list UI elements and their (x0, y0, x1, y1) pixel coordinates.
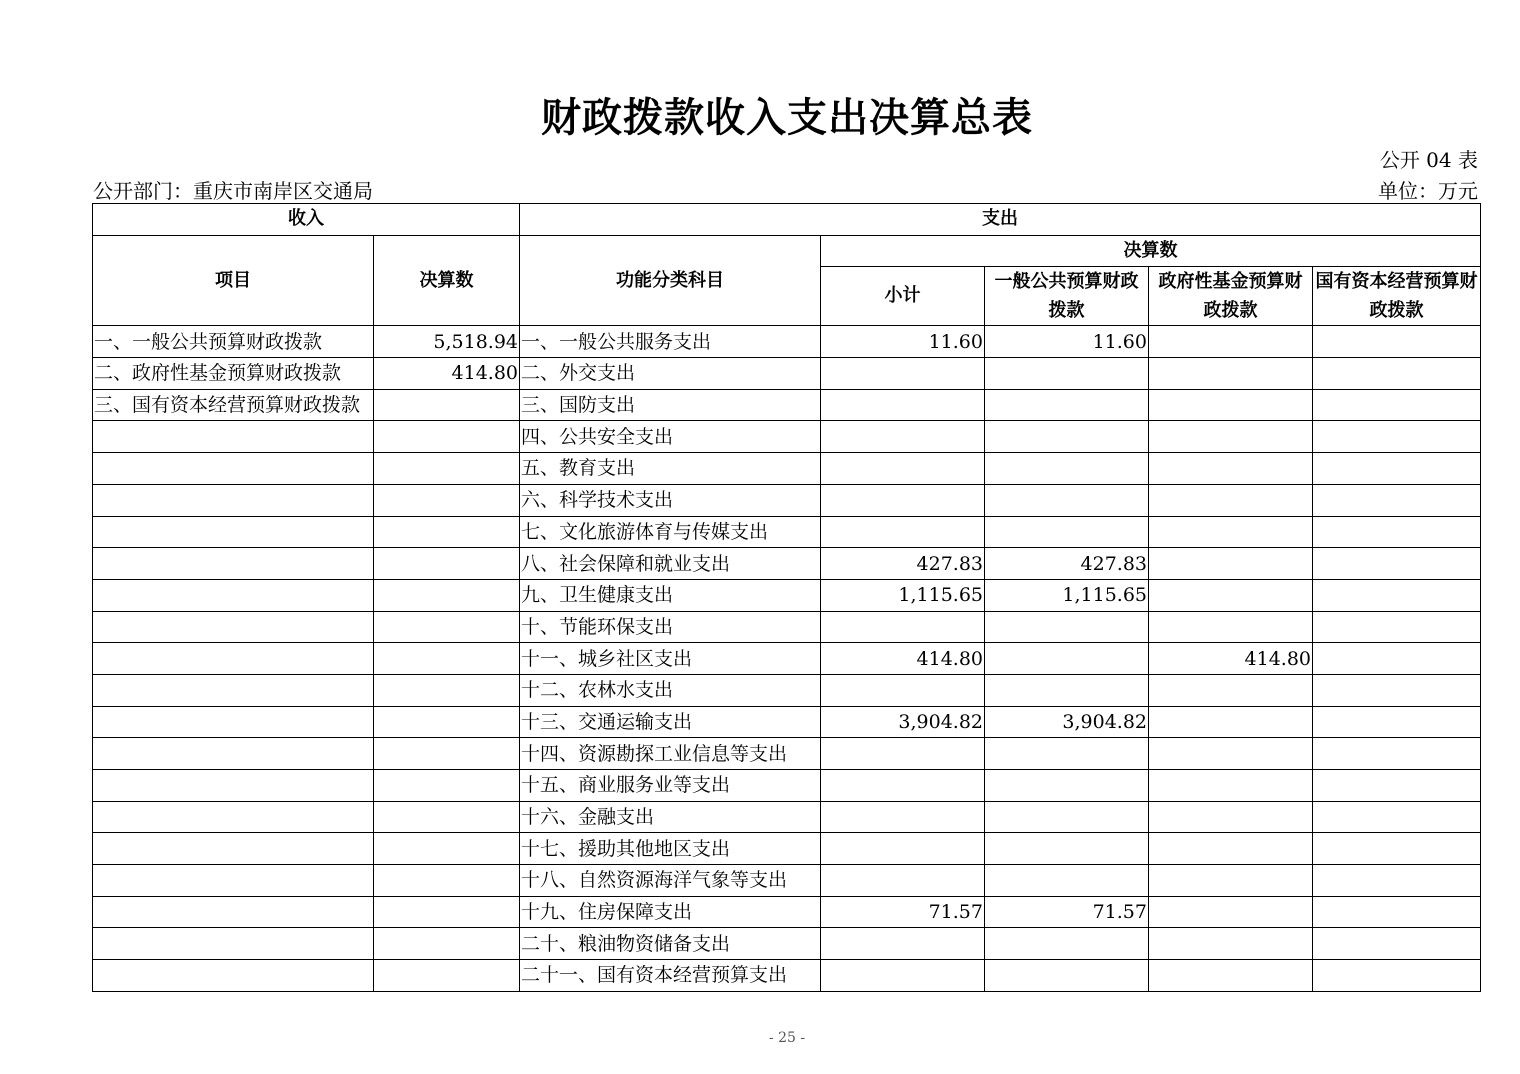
subtotal-cell: 3,904.82 (821, 706, 985, 738)
income-amount-cell (374, 516, 520, 548)
general-budget-header: 一般公共预算财政拨款 (985, 267, 1149, 326)
table-row (93, 738, 1481, 770)
subtotal-header: 小计 (821, 267, 985, 326)
subtotal-cell (821, 453, 985, 485)
income-amount-cell: 414.80 (374, 358, 520, 390)
table-row (93, 865, 1481, 897)
subtotal-cell (821, 516, 985, 548)
gov-fund-cell (1149, 611, 1313, 643)
state-capital-header: 国有资本经营预算财政拨款 (1313, 267, 1481, 326)
page-number: - 25 - (768, 1030, 806, 1046)
income-amount-cell (374, 484, 520, 516)
function-cell: 十、节能环保支出 (520, 611, 821, 643)
table-row (93, 928, 1481, 960)
table-row (93, 484, 1481, 516)
income-item-cell (93, 674, 374, 706)
income-amount-cell (374, 579, 520, 611)
function-cell: 四、公共安全支出 (520, 421, 821, 453)
subtotal-cell (821, 484, 985, 516)
gov-fund-cell (1149, 674, 1313, 706)
income-item-cell: 一、一般公共预算财政拨款 (93, 326, 374, 358)
general-cell (985, 358, 1149, 390)
income-header: 收入 (93, 204, 520, 236)
income-item-cell: 二、政府性基金预算财政拨款 (93, 358, 374, 390)
function-cell: 八、社会保障和就业支出 (520, 548, 821, 580)
gov-fund-cell (1149, 389, 1313, 421)
income-item-cell (93, 579, 374, 611)
subtotal-cell: 11.60 (821, 326, 985, 358)
gov-fund-cell (1149, 928, 1313, 960)
table-row (93, 770, 1481, 802)
income-item-cell (93, 928, 374, 960)
gov-fund-cell (1149, 326, 1313, 358)
general-cell (985, 421, 1149, 453)
income-amount-cell (374, 738, 520, 770)
table-row (93, 643, 1481, 675)
gov-fund-cell (1149, 706, 1313, 738)
general-cell (985, 674, 1149, 706)
function-cell: 十六、金融支出 (520, 801, 821, 833)
general-cell (985, 801, 1149, 833)
income-amount-cell (374, 801, 520, 833)
subtotal-cell (821, 960, 985, 992)
state-capital-cell (1313, 358, 1481, 390)
general-cell (985, 453, 1149, 485)
gov-fund-cell (1149, 801, 1313, 833)
general-cell (985, 643, 1149, 675)
income-item-cell (93, 896, 374, 928)
income-item-cell (93, 738, 374, 770)
income-amount-cell (374, 421, 520, 453)
table-row (93, 611, 1481, 643)
gov-fund-cell (1149, 896, 1313, 928)
general-cell (985, 928, 1149, 960)
function-cell: 五、教育支出 (520, 453, 821, 485)
function-cell: 十七、援助其他地区支出 (520, 833, 821, 865)
subtotal-cell (821, 770, 985, 802)
budget-table (92, 203, 1481, 992)
gov-fund-cell (1149, 548, 1313, 580)
income-amount-cell (374, 833, 520, 865)
table-row (93, 326, 1481, 358)
gov-fund-cell (1149, 579, 1313, 611)
gov-fund-cell (1149, 738, 1313, 770)
income-amount-cell (374, 389, 520, 421)
general-cell: 1,115.65 (985, 579, 1149, 611)
function-cell: 二十一、国有资本经营预算支出 (520, 960, 821, 992)
income-amount-cell (374, 611, 520, 643)
state-capital-cell (1313, 516, 1481, 548)
general-cell (985, 770, 1149, 802)
subtotal-cell: 71.57 (821, 896, 985, 928)
function-header: 功能分类科目 (520, 235, 821, 326)
income-item-cell (93, 453, 374, 485)
income-item-cell (93, 706, 374, 738)
function-cell: 十一、城乡社区支出 (520, 643, 821, 675)
subtotal-cell (821, 389, 985, 421)
income-item-cell (93, 801, 374, 833)
general-cell: 427.83 (985, 548, 1149, 580)
subtotal-cell: 1,115.65 (821, 579, 985, 611)
income-item-cell (93, 421, 374, 453)
state-capital-cell (1313, 960, 1481, 992)
state-capital-cell (1313, 421, 1481, 453)
state-capital-cell (1313, 674, 1481, 706)
subtotal-cell (821, 421, 985, 453)
income-amount-cell (374, 960, 520, 992)
income-amount-cell (374, 706, 520, 738)
income-amount-cell (374, 453, 520, 485)
state-capital-cell (1313, 706, 1481, 738)
gov-fund-cell (1149, 865, 1313, 897)
table-row (93, 358, 1481, 390)
gov-fund-header: 政府性基金预算财政拨款 (1149, 267, 1313, 326)
general-cell: 3,904.82 (985, 706, 1149, 738)
gov-fund-cell (1149, 960, 1313, 992)
function-cell: 十二、农林水支出 (520, 674, 821, 706)
table-row (93, 674, 1481, 706)
function-cell: 六、科学技术支出 (520, 484, 821, 516)
income-item-cell: 三、国有资本经营预算财政拨款 (93, 389, 374, 421)
general-cell (985, 960, 1149, 992)
income-amount-cell (374, 548, 520, 580)
state-capital-cell (1313, 548, 1481, 580)
income-amount-cell: 5,518.94 (374, 326, 520, 358)
general-cell (985, 865, 1149, 897)
table-row (93, 896, 1481, 928)
gov-fund-cell (1149, 516, 1313, 548)
table-row (93, 801, 1481, 833)
unit-label: 单位：万元 (1378, 179, 1478, 203)
general-cell (985, 833, 1149, 865)
gov-fund-cell (1149, 833, 1313, 865)
table-row (93, 389, 1481, 421)
state-capital-cell (1313, 801, 1481, 833)
subtotal-cell: 414.80 (821, 643, 985, 675)
subtotal-cell (821, 738, 985, 770)
expense-header: 支出 (520, 204, 1481, 236)
subtotal-cell (821, 928, 985, 960)
income-item-cell (93, 643, 374, 675)
income-amount-cell (374, 770, 520, 802)
function-cell: 一、一般公共服务支出 (520, 326, 821, 358)
state-capital-cell (1313, 770, 1481, 802)
subtotal-cell (821, 358, 985, 390)
general-cell (985, 484, 1149, 516)
table-row (93, 960, 1481, 992)
item-header: 项目 (93, 235, 374, 326)
function-cell: 十五、商业服务业等支出 (520, 770, 821, 802)
function-cell: 二、外交支出 (520, 358, 821, 390)
income-amount-cell (374, 865, 520, 897)
function-cell: 十八、自然资源海洋气象等支出 (520, 865, 821, 897)
state-capital-cell (1313, 579, 1481, 611)
gov-fund-cell (1149, 484, 1313, 516)
income-amount-cell (374, 896, 520, 928)
subtotal-cell: 427.83 (821, 548, 985, 580)
gov-fund-cell: 414.80 (1149, 643, 1313, 675)
state-capital-cell (1313, 928, 1481, 960)
function-cell: 九、卫生健康支出 (520, 579, 821, 611)
income-item-cell (93, 611, 374, 643)
table-row (93, 548, 1481, 580)
gov-fund-cell (1149, 770, 1313, 802)
table-row (93, 579, 1481, 611)
function-cell: 七、文化旅游体育与传媒支出 (520, 516, 821, 548)
function-cell: 二十、粮油物资储备支出 (520, 928, 821, 960)
state-capital-cell (1313, 865, 1481, 897)
general-cell: 71.57 (985, 896, 1149, 928)
department-label: 公开部门：重庆市南岸区交通局 (93, 179, 373, 203)
table-row (93, 516, 1481, 548)
subtotal-cell (821, 801, 985, 833)
state-capital-cell (1313, 326, 1481, 358)
general-cell (985, 611, 1149, 643)
table-row (93, 421, 1481, 453)
income-item-cell (93, 960, 374, 992)
state-capital-cell (1313, 738, 1481, 770)
table-row (93, 453, 1481, 485)
general-cell: 11.60 (985, 326, 1149, 358)
form-number: 公开 04 表 (1379, 148, 1478, 172)
income-item-cell (93, 548, 374, 580)
state-capital-cell (1313, 389, 1481, 421)
income-item-cell (93, 833, 374, 865)
income-item-cell (93, 865, 374, 897)
income-amount-cell (374, 643, 520, 675)
general-cell (985, 516, 1149, 548)
gov-fund-cell (1149, 421, 1313, 453)
subtotal-cell (821, 833, 985, 865)
state-capital-cell (1313, 896, 1481, 928)
income-amount-cell (374, 674, 520, 706)
income-item-cell (93, 516, 374, 548)
subtotal-cell (821, 611, 985, 643)
gov-fund-cell (1149, 358, 1313, 390)
income-amount-cell (374, 928, 520, 960)
general-cell (985, 738, 1149, 770)
state-capital-cell (1313, 484, 1481, 516)
page-title: 财政拨款收入支出决算总表 (541, 94, 1033, 141)
state-capital-cell (1313, 611, 1481, 643)
function-cell: 十三、交通运输支出 (520, 706, 821, 738)
amount-header: 决算数 (374, 235, 520, 326)
subtotal-cell (821, 674, 985, 706)
function-cell: 三、国防支出 (520, 389, 821, 421)
function-cell: 十九、住房保障支出 (520, 896, 821, 928)
state-capital-cell (1313, 453, 1481, 485)
table-row (93, 706, 1481, 738)
function-cell: 十四、资源勘探工业信息等支出 (520, 738, 821, 770)
final-amount-header: 决算数 (821, 235, 1481, 267)
gov-fund-cell (1149, 453, 1313, 485)
subtotal-cell (821, 865, 985, 897)
general-cell (985, 389, 1149, 421)
state-capital-cell (1313, 643, 1481, 675)
state-capital-cell (1313, 833, 1481, 865)
income-item-cell (93, 484, 374, 516)
income-item-cell (93, 770, 374, 802)
table-row (93, 833, 1481, 865)
